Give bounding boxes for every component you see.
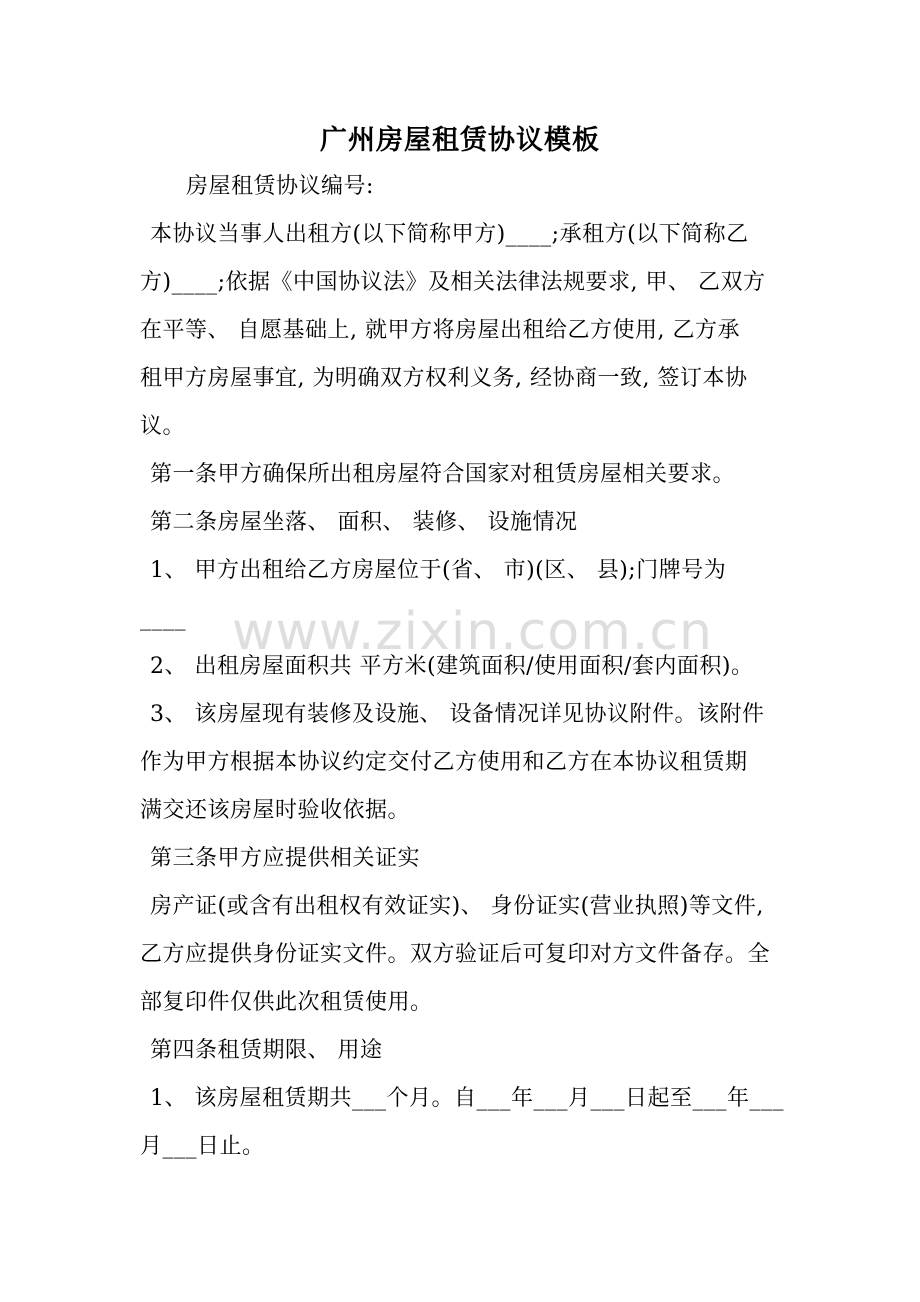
paragraph-line: 租甲方房屋事宜, 为明确双方权利义务, 经协商一致, 签订本协	[140, 366, 748, 391]
article-heading: 第二条房屋坐落、 面积、 装修、 设施情况	[150, 510, 578, 535]
article-heading: 第一条甲方确保所出租房屋符合国家对租赁房屋相关要求。	[150, 462, 736, 487]
contract-number-line: 房屋租赁协议编号:	[186, 174, 374, 199]
paragraph-line: 议。	[140, 414, 186, 439]
list-item: 2、 出租房屋面积共 平方米(建筑面积/使用面积/套内面积)。	[150, 654, 754, 679]
paragraph-line: 房产证(或含有出租权有效证实)、 身份证实(营业执照)等文件,	[150, 894, 764, 919]
paragraph-line: 作为甲方根据本协议约定交付乙方使用和乙方在本协议租赁期	[140, 750, 748, 775]
paragraph-line: 在平等、 自愿基础上, 就甲方将房屋出租给乙方使用, 乙方承	[140, 318, 740, 343]
paragraph-line: 部复印件仅供此次租赁使用。	[140, 990, 433, 1015]
document-title: 广州房屋租赁协议模板	[320, 125, 600, 156]
article-heading: 第三条甲方应提供相关证实	[150, 846, 421, 871]
article-heading: 第四条租赁期限、 用途	[150, 1038, 383, 1063]
blank-line: ____	[140, 606, 186, 631]
list-item: 3、 该房屋现有装修及设施、 设备情况详见协议附件。该附件	[150, 702, 765, 727]
paragraph-line: 方)____;依据《中国协议法》及相关法律法规要求, 甲、 乙双方	[140, 270, 766, 295]
paragraph-line: 乙方应提供身份证实文件。双方验证后可复印对方文件备存。全	[140, 942, 771, 967]
paragraph-line: 满交还该房屋时验收依据。	[140, 798, 411, 823]
list-item: 1、 该房屋租赁期共___个月。自___年___月___日起至___年___	[150, 1086, 784, 1111]
list-item: 1、 甲方出租给乙方房屋位于(省、 市)(区、 县);门牌号为	[150, 558, 727, 583]
watermark: www.zixin.com.cn	[232, 602, 713, 662]
paragraph-line: 月___日止。	[140, 1134, 265, 1159]
paragraph-line: 本协议当事人出租方(以下简称甲方)____;承租方(以下简称乙	[150, 222, 749, 247]
